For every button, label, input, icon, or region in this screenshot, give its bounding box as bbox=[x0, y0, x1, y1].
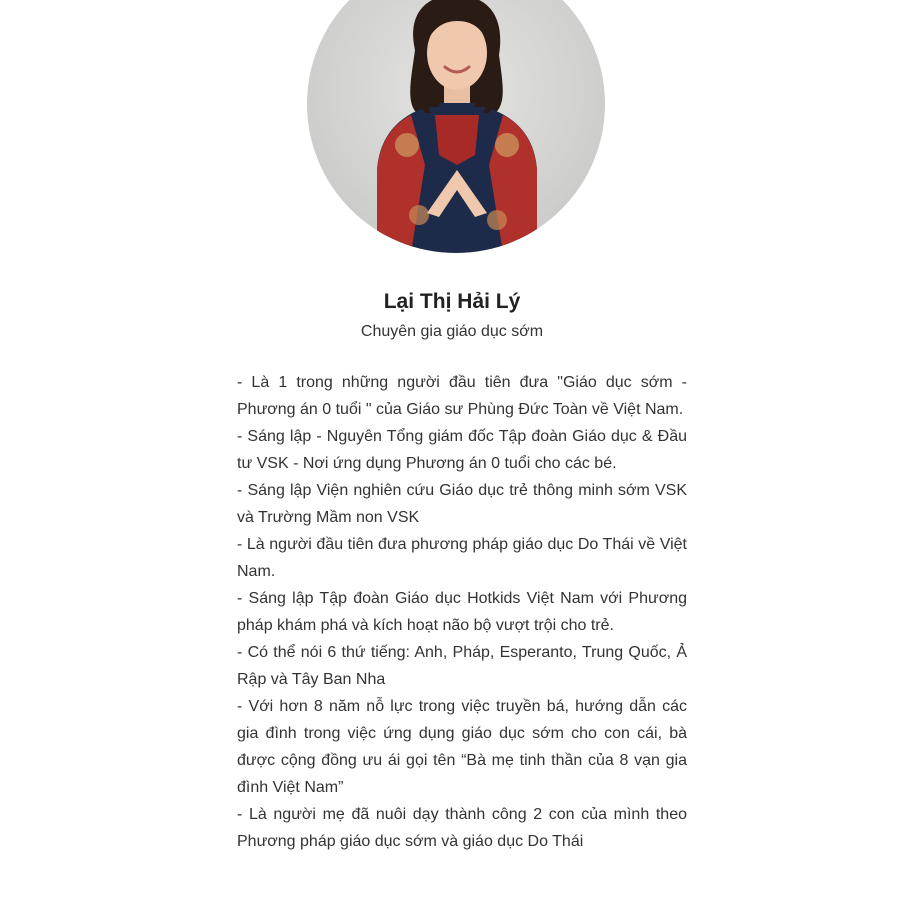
bio-item: - Là 1 trong những người đầu tiên đưa "Giáo dục sớm - Phương án 0 tuổi " của Giáo sư Phùng Đức Toàn về Việt Nam. bbox=[237, 374, 687, 418]
profile-name: Lại Thị Hải Lý bbox=[383, 290, 521, 313]
avatar bbox=[307, 0, 605, 253]
bio-item: - Là người mẹ đã nuôi dạy thành công 2 con của mình theo Phương pháp giáo dục sớm và giáo dục Do Thái bbox=[237, 806, 687, 850]
bio-item: - Có thể nói 6 thứ tiếng: Anh, Pháp, Esperanto, Trung Quốc, Ả Rập và Tây Ban Nha bbox=[237, 644, 687, 688]
portrait-illustration bbox=[307, 0, 605, 253]
bio-item: - Là người đầu tiên đưa phương pháp giáo dục Do Thái về Việt Nam. bbox=[237, 536, 687, 580]
bio-item: - Sáng lập Viện nghiên cứu Giáo dục trẻ thông minh sớm VSK và Trường Mầm non VSK bbox=[237, 482, 687, 526]
profile-title: Chuyên gia giáo dục sớm bbox=[360, 323, 544, 340]
bio-list bbox=[237, 369, 687, 855]
bio-item: - Sáng lập - Nguyên Tổng giám đốc Tập đoàn Giáo dục & Đầu tư VSK - Nơi ứng dụng Phương án 0 tuổi cho các bé. bbox=[237, 428, 687, 472]
bio-item: - Với hơn 8 năm nỗ lực trong việc truyền bá, hướng dẫn các gia đình trong việc ứng dụng giáo dục sớm cho con cái, bà được cộng đồng ưu ái gọi tên “Bà mẹ tinh thần của 8 vạn gia đình Việt Nam” bbox=[237, 698, 687, 796]
bio-item: - Sáng lập Tập đoàn Giáo dục Hotkids Việt Nam với Phương pháp khám phá và kích hoạt não bộ vượt trội cho trẻ. bbox=[237, 590, 687, 634]
